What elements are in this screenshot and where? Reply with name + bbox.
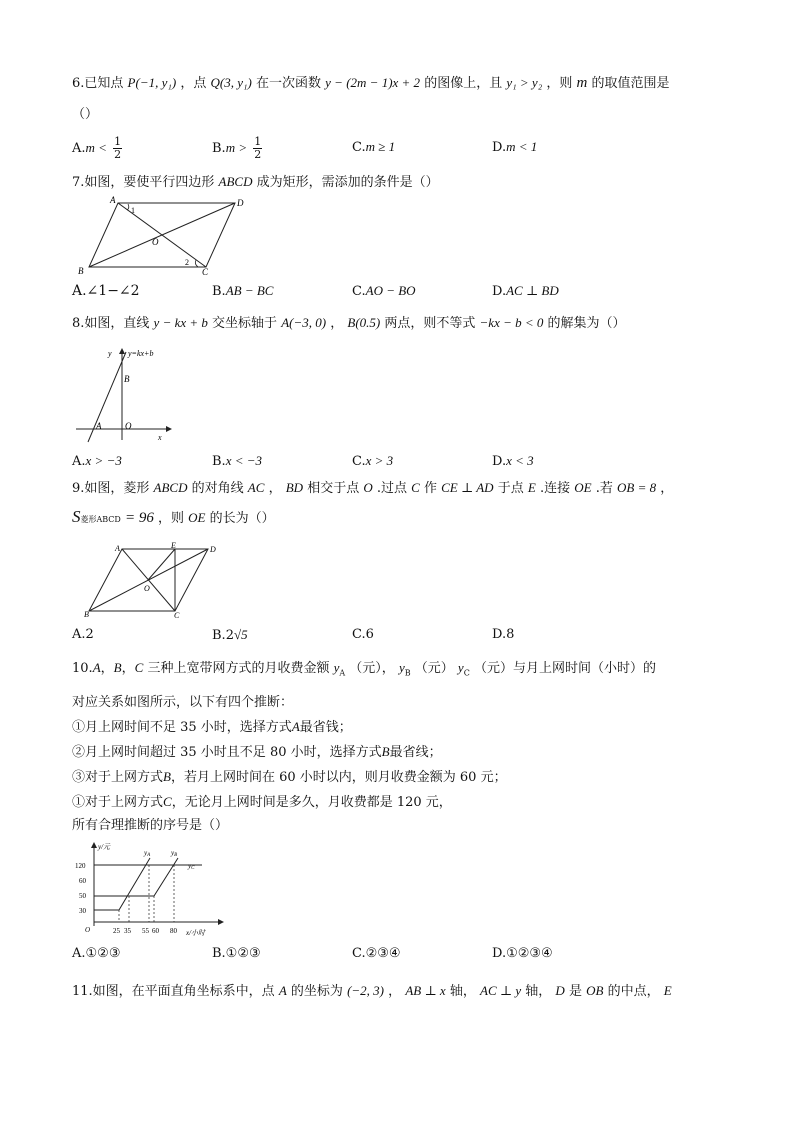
q10-option-c: C.②③④ (352, 946, 401, 961)
q8-y-arrow (119, 348, 125, 354)
q10-option-b: B.①②③ (212, 946, 261, 961)
q10-origin: O (85, 926, 91, 934)
q7-label-d: D (237, 198, 244, 208)
q9-option-d: D.8 (492, 627, 515, 642)
q6-stem: 6.已知点 P(−1, y₁) ，点 Q(3, y₁) 在一次函数 y − (2m − 1)x + 2 的图像上，且 y₁ > y₂ ，则 m 的取值范围是 (72, 75, 670, 91)
q9-option-a: A.2 (72, 627, 94, 642)
q10-label-ya: yA (144, 849, 151, 858)
q10-inference-1: ①月上网时间不足 35 小时，选择方式A最省钱； (72, 719, 352, 735)
q8-label-b: B (124, 374, 130, 384)
q9-label-o: O (144, 584, 150, 593)
q8-label-a: A (96, 421, 102, 431)
q9-label-b: B (84, 610, 89, 619)
q7-stem: 7.如图，要使平行四边形 ABCD 成为矩形，需添加的条件是（） (72, 174, 439, 190)
q6-option-d: D.m < 1 (492, 139, 538, 155)
q6-condition: y₁ > y₂ (506, 75, 543, 90)
q10-xtick-80: 80 (170, 927, 177, 935)
q10-inference-2: ②月上网时间超过 35 小时且不足 80 小时，选择方式B最省线； (72, 744, 442, 760)
q10-stem-line1: 10.A，B，C 三种上宽带网方式的月收费金额 $y_A$ （元）， $y_B$ （元） $y_C$ （元）与月上网时间（小时）的 (72, 660, 656, 678)
q9-segment-oe (148, 549, 175, 580)
q10-x-arrow (218, 919, 224, 925)
q6-fraction-a: $\frac{1}{2}$ (114, 135, 122, 161)
q8-option-b: B.x < −3 (212, 453, 263, 469)
q10-option-d: D.①②③④ (492, 946, 553, 961)
q8-line-graph (72, 344, 182, 444)
q7-angle1-arc (127, 204, 129, 210)
q10-ylabel: y/元 (98, 843, 111, 851)
q9-label-e: E (171, 541, 176, 550)
q10-label-yc: yC (188, 862, 195, 871)
q7-label-1: 1 (131, 206, 135, 215)
q10-stem-line7: 所有合理推断的序号是（） (72, 818, 229, 833)
q10-inference-3: ③对于上网方式B，若月上网时间在 60 小时以内，则月收费金额为 60 元； (72, 769, 507, 785)
q9-option-c: C.6 (352, 627, 374, 642)
q7-parallelogram-figure (72, 194, 252, 276)
q6-var-m: m (576, 75, 588, 91)
q10-y-arrow (91, 842, 97, 848)
q9-rhombus-figure (84, 540, 224, 620)
q8-option-a: A.x > −3 (72, 453, 122, 469)
q7-option-b: B.AB − BC (212, 283, 274, 299)
q10-xtick-35: 35 (124, 927, 131, 935)
q10-ytick-120: 120 (75, 862, 86, 870)
q6-paren: （） (72, 107, 99, 122)
q7-label-c: C (202, 267, 209, 276)
q10-ytick-60: 60 (79, 877, 86, 885)
q8-option-c: C.x > 3 (352, 453, 394, 469)
q8-stem: 8.如图，直线 y − kx + b 交坐标轴于 A(−3, 0) ， B(0.5) 两点，则不等式 −kx − b < 0 的解集为（） (72, 315, 626, 331)
q6-option-c: C.m ≥ 1 (352, 139, 396, 155)
q8-label-x: x (158, 433, 162, 442)
q8-x-arrow (166, 426, 172, 432)
q10-series-ya (94, 858, 150, 910)
q7-label-b: B (78, 266, 84, 276)
q10-xlabel: x/小时 (186, 929, 206, 937)
q8-label-line: y=kx+b (128, 349, 154, 358)
q10-xtick-55: 55 (142, 927, 149, 935)
q10-fee-graph (70, 840, 230, 940)
q7-option-a: A.∠1−∠2 (72, 283, 140, 299)
q7-diagonal-bd (89, 203, 235, 267)
q10-inference-4: ①对于上网方式C，无论月上网时间是多久，月收费都是 120 元， (72, 794, 452, 810)
q6-fraction-b: $\frac{1}{2}$ (254, 135, 262, 161)
q10-ytick-30: 30 (79, 907, 86, 915)
q10-label-yb: yB (171, 849, 178, 858)
q9-stem-line2: S菱形ABCD = 96 ，则 OE 的长为（） (72, 507, 275, 526)
q9-stem-line1: 9.如图，菱形 ABCD 的对角线 AC ， BD 相交于点 O .过点 C 作 CE ⊥ AD 于点 E .连接 OE .若 OB = 8 ， (72, 480, 674, 496)
q10-stem-line2: 对应关系如图所示，以下有四个推断： (72, 695, 294, 710)
q10-xtick-60: 60 (152, 927, 159, 935)
q10-ytick-50: 50 (79, 892, 86, 900)
q7-option-c: C.AO − BO (352, 283, 416, 299)
q7-label-o: O (152, 237, 159, 247)
q7-label-a: A (110, 195, 116, 205)
q6-point-p: P(−1, y₁) (127, 75, 177, 90)
q10-xtick-25: 25 (113, 927, 120, 935)
q9-label-a: A (115, 544, 120, 553)
q8-option-d: D.x < 3 (492, 453, 534, 469)
q9-label-d: D (210, 545, 216, 554)
q8-label-o: O (125, 421, 132, 431)
q10-series-yb (94, 858, 178, 896)
q8-label-y: y (108, 349, 112, 358)
q11-stem: 11.如图，在平面直角坐标系中，点 A 的坐标为 (−2, 3) ， AB ⊥ x 轴， AC ⊥ y 轴， D 是 OB 的中点， E (72, 983, 672, 999)
q9-option-b: B.2√5 (212, 627, 248, 643)
q6-function: y − (2m − 1)x + 2 (325, 75, 421, 90)
q9-label-c: C (174, 611, 180, 620)
q7-option-d: D.AC ⊥ BD (492, 283, 559, 299)
q6-point-q: Q(3, y₁) (210, 75, 252, 90)
q6-option-b: B.m > $\frac{1}{2}$ (212, 135, 262, 161)
q10-option-a: A.①②③ (72, 946, 121, 961)
q6-option-a: A.m < $\frac{1}{2}$ (72, 135, 122, 161)
q7-label-2: 2 (185, 258, 189, 267)
